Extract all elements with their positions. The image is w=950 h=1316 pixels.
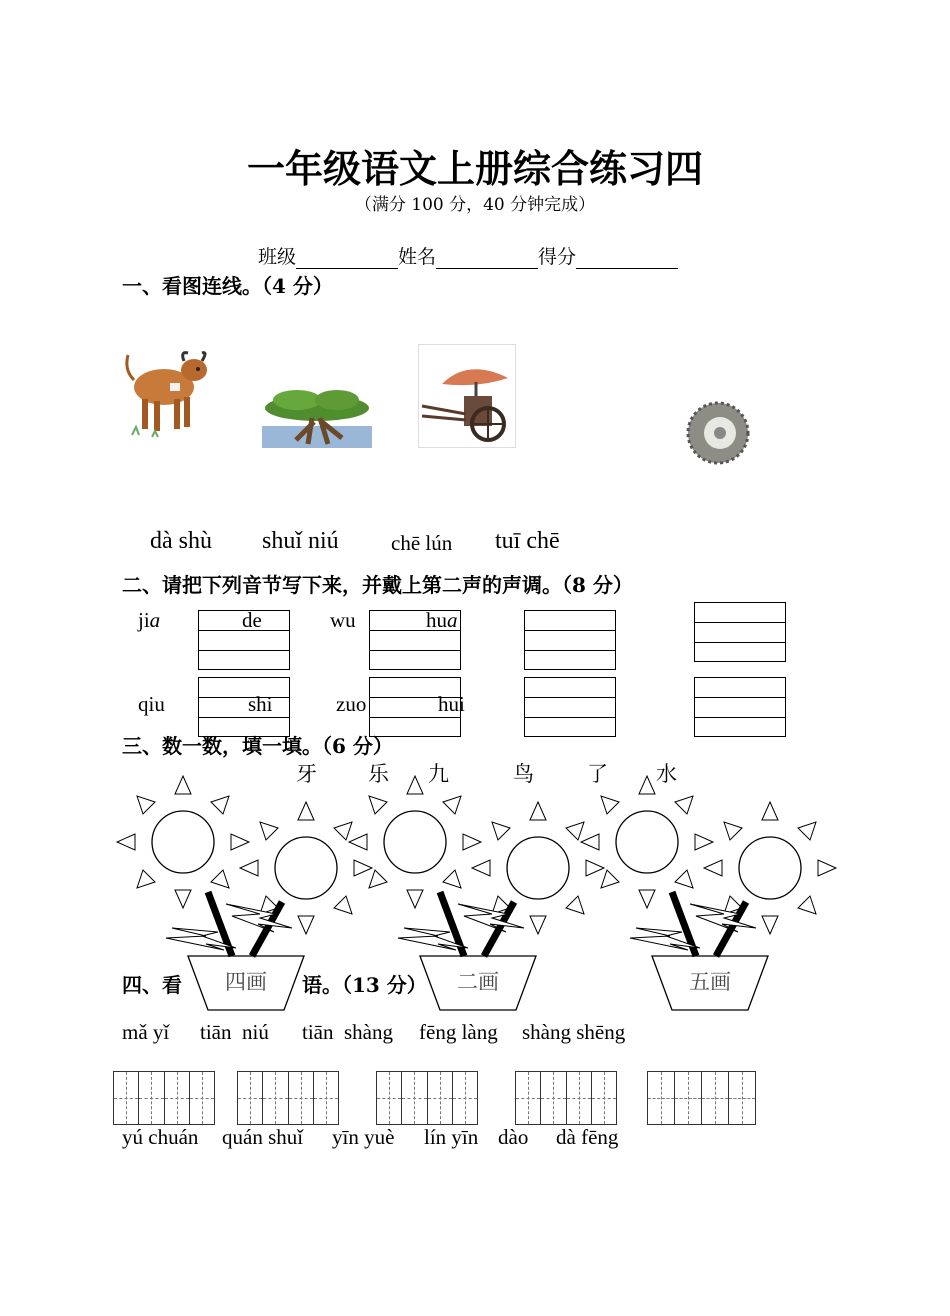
writing-box[interactable]	[694, 677, 786, 737]
writing-grid[interactable]	[237, 1071, 339, 1125]
tree-icon	[262, 378, 372, 448]
pinyin-che-lun: chē lún	[391, 531, 453, 555]
page-subtitle: （满分 100 分，40 分钟完成）	[354, 195, 596, 215]
name-blank[interactable]	[436, 248, 538, 269]
score-blank[interactable]	[576, 248, 678, 269]
char-le: 乐	[368, 762, 389, 786]
class-blank[interactable]	[296, 248, 398, 269]
student-info-line	[258, 242, 678, 269]
page-title: 一年级语文上册综合练习四	[246, 147, 703, 191]
pinyin-shui-niu: shuǐ niú	[262, 528, 339, 554]
writing-box[interactable]	[524, 610, 616, 670]
pinyin-dao: dào	[498, 1125, 529, 1149]
pinyin-da-feng: dà fēng	[556, 1125, 619, 1149]
section2-heading: 二、请把下列音节写下来，并戴上第二声的声调。（8 分）	[122, 573, 633, 597]
cow-icon	[122, 325, 214, 450]
section4-heading-right: 语。（13 分）	[302, 973, 427, 997]
writing-grid[interactable]	[113, 1071, 215, 1125]
writing-grid[interactable]	[376, 1071, 478, 1125]
char-jiu: 九	[428, 762, 449, 786]
syllable-jia: jia	[138, 608, 161, 632]
pinyin-quan-shui: quán shuǐ	[222, 1125, 304, 1149]
writing-grid[interactable]	[647, 1071, 756, 1125]
wheel-icon	[684, 400, 752, 466]
section1-heading: 一、看图连线。（4 分）	[122, 274, 333, 298]
pinyin-lin-yin: lín yīn	[424, 1125, 479, 1149]
char-shui: 水	[656, 762, 677, 786]
section4-heading-left: 四、看	[122, 973, 182, 997]
pinyin-ma-yi: mǎ yǐ	[122, 1020, 170, 1044]
writing-box[interactable]	[524, 677, 616, 737]
syllable-qiu: qiu	[138, 692, 165, 716]
syllable-wu: wu	[330, 608, 356, 632]
pinyin-tui-che: tuī chē	[495, 528, 560, 554]
char-le2: 了	[587, 762, 608, 786]
char-niao: 鸟	[513, 762, 534, 786]
pinyin-da-shu: dà shù	[150, 528, 212, 554]
pinyin-feng-lang: fēng làng	[419, 1020, 498, 1044]
score-label: 得分	[538, 246, 577, 268]
pinyin-yu-chuan: yú chuán	[122, 1125, 199, 1149]
pinyin-tian-shang: tiān shàng	[302, 1020, 393, 1044]
char-ya: 牙	[296, 762, 317, 786]
writing-grid[interactable]	[515, 1071, 617, 1125]
pot-label-2: 二画	[457, 970, 499, 994]
writing-box[interactable]	[694, 602, 786, 662]
syllable-de: de	[242, 608, 262, 632]
pinyin-tian-niu: tiān niú	[200, 1020, 269, 1044]
pinyin-shang-sheng: shàng shēng	[522, 1020, 626, 1044]
class-label: 班级	[258, 246, 297, 268]
cart-icon	[418, 344, 516, 448]
name-label: 姓名	[398, 246, 437, 268]
syllable-shi: shi	[248, 692, 273, 716]
pot-label-3: 五画	[689, 970, 731, 994]
writing-box[interactable]	[198, 677, 290, 737]
syllable-zuo: zuo	[336, 692, 367, 716]
pot-label-1: 四画	[225, 970, 267, 994]
pinyin-yin-yue: yīn yuè	[332, 1125, 395, 1149]
syllable-hui: hui	[438, 692, 465, 716]
section3-heading: 三、数一数，填一填。（6 分）	[122, 734, 393, 758]
syllable-hua: hua	[426, 608, 458, 632]
